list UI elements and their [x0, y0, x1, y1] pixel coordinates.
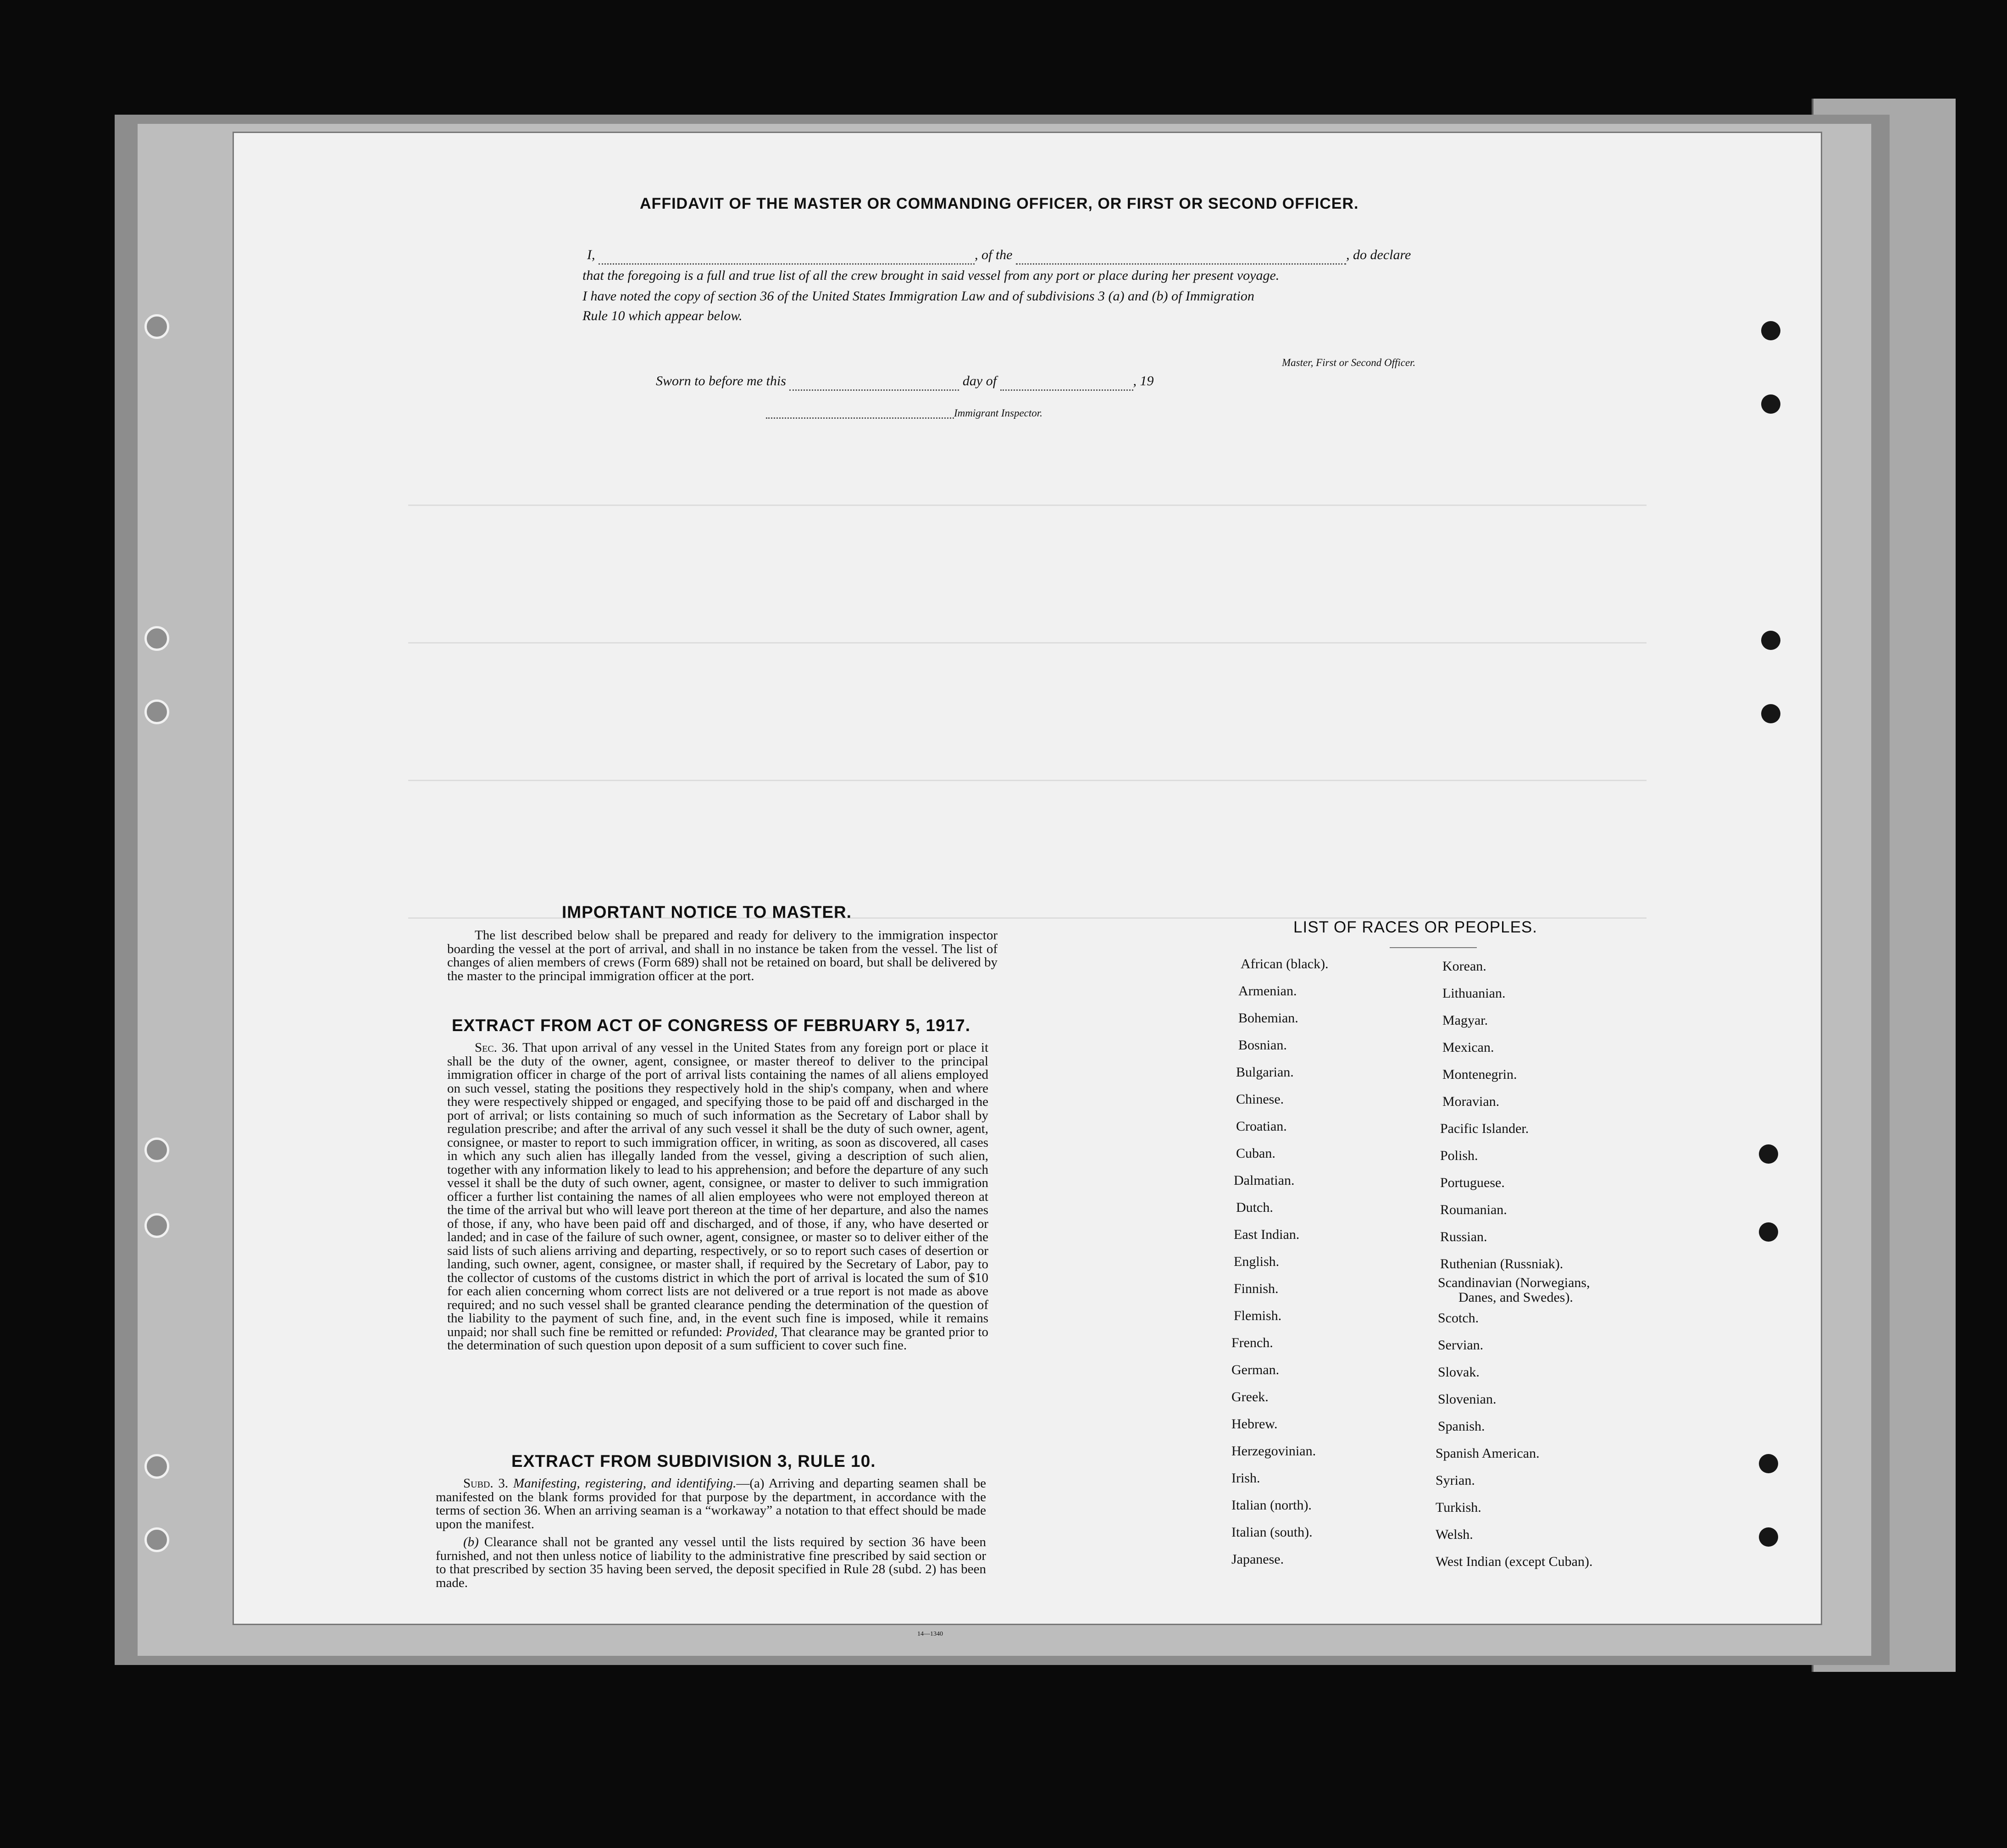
race-item: Bohemian. — [1238, 1010, 1298, 1026]
sworn-year: , 19 — [1133, 373, 1154, 388]
race-item: Cuban. — [1236, 1146, 1275, 1161]
notice-text: The list described below shall be prepared and ready for delivery to the immigration inspector boarding the vessel at the port of arrival, and shall in no instance be taken from the vessel. The list of changes of alien members of crews (Form 689) shall not be retained on board, but shall be delivered by the master to the principal immigration officer at the port. — [447, 928, 998, 983]
sworn-date-blank[interactable] — [789, 378, 959, 391]
race-item: Ruthenian (Russniak). — [1440, 1256, 1563, 1271]
sworn-line — [656, 372, 1154, 391]
punch-hole — [1761, 394, 1780, 414]
race-item: Mexican. — [1442, 1040, 1494, 1055]
race-item: Servian. — [1438, 1337, 1484, 1353]
race-item: Montenegrin. — [1442, 1067, 1517, 1082]
affidavit-line-3: I have noted the copy of section 36 of the United States Immigration Law and of subdivisions 3 (a) and (b) of Immigration — [582, 289, 1254, 304]
act-extract-text — [447, 1041, 988, 1353]
sworn-prefix: Sworn to before me this — [656, 373, 786, 388]
binder-hole — [144, 1138, 169, 1162]
affidavit-declare: , do declare — [1346, 247, 1411, 262]
subd-b-label: (b) — [463, 1535, 479, 1549]
race-item: Croatian. — [1236, 1119, 1287, 1134]
race-item: French. — [1231, 1335, 1273, 1350]
race-item: Russian. — [1440, 1229, 1487, 1244]
sworn-month-blank[interactable] — [1000, 378, 1133, 391]
bleed-through-row — [408, 780, 1647, 781]
binder-hole — [144, 1213, 169, 1238]
affidavit-line-1 — [587, 245, 1734, 265]
race-item: Korean. — [1442, 959, 1486, 974]
race-item: Moravian. — [1442, 1094, 1500, 1109]
punch-hole — [1759, 1527, 1778, 1547]
provided-label: Provided, — [726, 1324, 778, 1339]
race-item: West Indian (except Cuban). — [1436, 1554, 1593, 1569]
race-item: Magyar. — [1442, 1013, 1488, 1028]
race-item: Irish. — [1231, 1471, 1260, 1486]
name-blank[interactable] — [599, 252, 975, 265]
document-page — [234, 133, 1821, 1637]
race-item: Portuguese. — [1440, 1175, 1505, 1190]
race-item: Dutch. — [1236, 1200, 1273, 1215]
race-item: Scandinavian (Norwegians, — [1438, 1275, 1590, 1290]
bleed-through-row — [408, 642, 1647, 644]
race-item: Herzegovinian. — [1231, 1443, 1316, 1459]
binder-hole — [144, 1527, 169, 1552]
race-item: African (black). — [1241, 956, 1329, 971]
subd-label: Subd. 3. — [463, 1476, 509, 1491]
affidavit-of-the: , of the — [975, 247, 1013, 262]
punch-hole — [1759, 1454, 1778, 1473]
subd-heading: Manifesting, registering, and identifying. — [513, 1476, 737, 1491]
race-item: Flemish. — [1234, 1308, 1282, 1323]
subd-text-a: —(a) Arriving and departing seamen shall be manifested on the blank forms provided for that purpose by the department, in accordance with the terms of section 36. When an arriving seaman is a “workaway” a notation to that effect should be made upon the manifest. — [436, 1476, 987, 1532]
sworn-day-of: day of — [962, 373, 997, 388]
sec-text-end: That clearance may be granted prior to the determination of such question upon deposit of a sum sufficient to cover such fine. — [447, 1324, 988, 1353]
race-item: Dalmatian. — [1234, 1173, 1295, 1188]
notice-title: IMPORTANT NOTICE TO MASTER. — [562, 903, 852, 921]
race-item: English. — [1234, 1254, 1280, 1269]
race-item: Spanish. — [1438, 1419, 1485, 1434]
binder-hole — [144, 314, 169, 339]
race-item: Chinese. — [1236, 1092, 1284, 1107]
race-item: Slovak. — [1438, 1365, 1480, 1380]
race-item: Slovenian. — [1438, 1392, 1497, 1407]
form-number: 14—1340 — [917, 1631, 943, 1637]
races-title: LIST OF RACES OR PEOPLES. — [1293, 918, 1538, 936]
inspector-signature-line[interactable] — [766, 408, 954, 419]
race-item: Japanese. — [1231, 1552, 1284, 1567]
punch-hole — [1761, 321, 1780, 340]
punch-hole — [1759, 1222, 1778, 1242]
race-item: Italian (south). — [1231, 1525, 1313, 1540]
race-item: Spanish American. — [1436, 1446, 1540, 1461]
affidavit-title: AFFIDAVIT OF THE MASTER OR COMMANDING OFFICER, OR FIRST OR SECOND OFFICER. — [640, 195, 1359, 212]
affidavit-line-4: Rule 10 which appear below. — [582, 308, 743, 323]
sec-text: That upon arrival of any vessel in the United States from any foreign port or place it shall be the duty of the owner, agent, consignee, or master thereof to deliver to the principal immigration officer in charge of the port of arrival lists containing the names of all aliens employed on such vessel, stating the positions they respectively hold in the ship's company, when and where they were respectively shipped or engaged, and specifying those to be paid off and discharged in the port of arrival; or lists containing so much of such information as the Secretary of Labor shall by regulation prescribe; and after the arrival of any such vessel it shall be the duty of such owner, agent, consignee, or master to report to such immigration officer, in writing, as soon as discovered, all cases in which any such alien has illegally landed from the vessel, giving a description of such alien, together with any information likely to lead to his apprehension; and before the departure of any such vessel it shall be the duty of such owner, agent, consignee, or master to deliver to such immigration officer a further list containing the names of all alien employees who were not employed thereon at the time of the arrival but who will leave port thereon at the time of her departure, and also the names of those, if any, who have been paid off and discharged, and of those, if any, who have deserted or landed; and in case of the failure of such owner, agent, consignee, or master so to deliver either of the said lists of such aliens arriving and departing, respectively, or so to report such cases of desertion or landing, such owner, agent, consignee, or master shall, if required by the Secretary of Labor, pay to the collector of customs of the customs district in which the port of arrival is located the sum of $10 for each alien concerning whom correct lists are not delivered or a true report is not made as above required; and no such vessel shall be granted clearance pending the determination of the question of the liability to the payment of such fine, and, in the event such fine is imposed, while it remains unpaid; nor shall such fine be remitted or refunded: — [447, 1040, 989, 1339]
inspector-label: Immigrant Inspector. — [954, 407, 1042, 419]
binder-hole — [144, 1454, 169, 1479]
race-item: Turkish. — [1436, 1500, 1481, 1515]
race-item: Danes, and Swedes). — [1458, 1290, 1573, 1305]
punch-hole — [1759, 1144, 1778, 1164]
race-item: Greek. — [1231, 1389, 1269, 1404]
race-item: Lithuanian. — [1442, 986, 1506, 1001]
rule-extract-text-b — [436, 1536, 986, 1590]
punch-hole — [1761, 631, 1780, 650]
binder-hole — [144, 699, 169, 724]
race-item: Armenian. — [1238, 983, 1297, 999]
race-item: Hebrew. — [1231, 1416, 1278, 1432]
race-item: Roumanian. — [1440, 1202, 1507, 1217]
master-signature-label: Master, First or Second Officer. — [1282, 357, 1416, 368]
race-item: Welsh. — [1436, 1527, 1473, 1542]
punch-hole — [1761, 704, 1780, 723]
act-extract-title: EXTRACT FROM ACT OF CONGRESS OF FEBRUARY 5, 1917. — [452, 1016, 971, 1035]
affidavit-i: I, — [587, 247, 595, 262]
race-item: Syrian. — [1436, 1473, 1475, 1488]
sec-label: Sec. 36. — [475, 1040, 518, 1055]
vessel-blank[interactable] — [1016, 252, 1346, 265]
binder-hole — [144, 626, 169, 651]
race-item: Bosnian. — [1238, 1038, 1287, 1053]
race-item: Bulgarian. — [1236, 1065, 1294, 1080]
subd-text-b: Clearance shall not be granted any vessel until the lists required by section 36 have been furnished, and not then unless notice of liability to the administrative fine prescribed by said section or to that prescribed by section 35 having been served, the deposit specified in Rule 28 (subd. 2) has been made. — [436, 1535, 987, 1590]
race-item: German. — [1231, 1362, 1280, 1377]
race-item: East Indian. — [1234, 1227, 1300, 1242]
race-item: Pacific Islander. — [1440, 1121, 1529, 1136]
affidavit-line-2: that the foregoing is a full and true list of all the crew brought in said vessel from any port or place during her present voyage. — [582, 268, 1280, 283]
race-item: Polish. — [1440, 1148, 1478, 1163]
race-item: Scotch. — [1438, 1310, 1479, 1326]
race-item: Finnish. — [1234, 1281, 1279, 1296]
bleed-through-row — [408, 505, 1647, 506]
races-title-rule — [1390, 947, 1477, 948]
race-item: Italian (north). — [1231, 1498, 1312, 1513]
rule-extract-title: EXTRACT FROM SUBDIVISION 3, RULE 10. — [511, 1452, 876, 1471]
rule-extract-text-a — [436, 1477, 986, 1531]
